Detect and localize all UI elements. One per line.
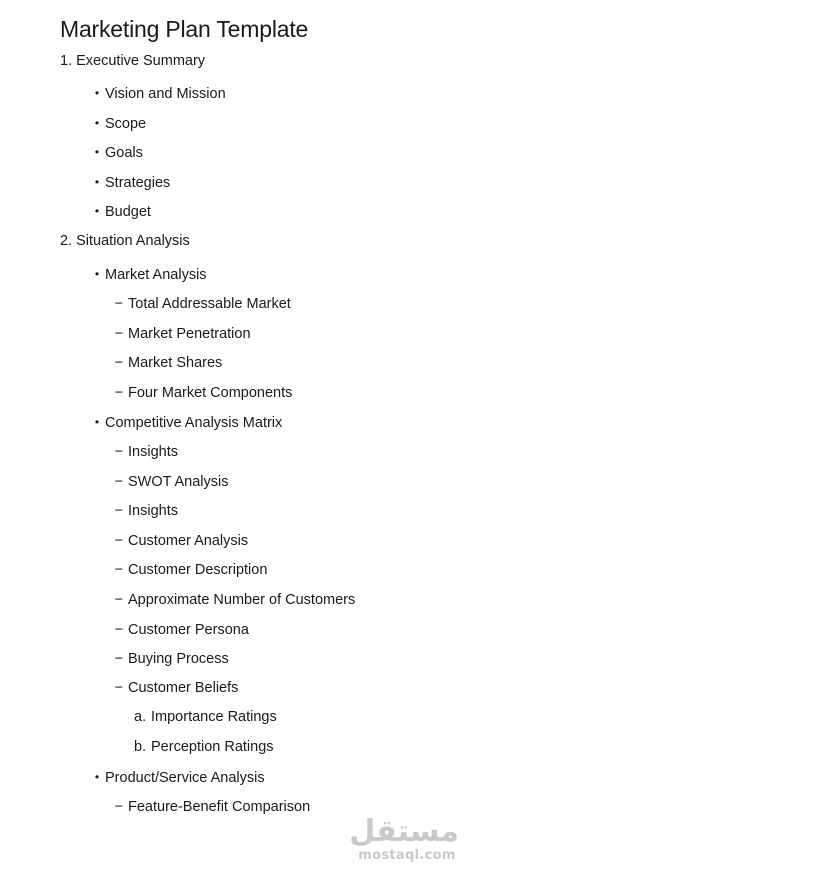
bullet-marker: • — [94, 204, 100, 218]
list-item: − Insights — [114, 503, 178, 519]
list-item: − Market Shares — [114, 355, 223, 371]
list-item: a. Importance Ratings — [134, 709, 277, 725]
watermark — [349, 814, 459, 863]
list-item: − Customer Persona — [114, 622, 249, 638]
alpha-marker: b. — [134, 739, 147, 755]
bullet-marker: • — [94, 770, 100, 784]
dash-marker: − — [114, 533, 124, 549]
bullet-marker: • — [94, 116, 100, 130]
list-item: − Four Market Components — [114, 385, 293, 401]
watermark-latin: mostaql.com — [358, 848, 456, 863]
list-item: − Buying Process — [114, 651, 229, 667]
list-item: • Budget — [92, 201, 151, 222]
list-item: − Insights — [114, 444, 178, 460]
section-heading-situation-analysis: 2. Situation Analysis — [60, 233, 190, 249]
list-item: b. Perception Ratings — [134, 739, 274, 755]
dash-marker: − — [114, 799, 124, 815]
list-item: • Strategies — [92, 172, 170, 193]
dash-marker: − — [114, 355, 124, 371]
list-item: − Feature-Benefit Comparison — [114, 799, 311, 815]
dash-marker: − — [114, 444, 124, 460]
dash-marker: − — [114, 296, 124, 312]
dash-marker: − — [114, 385, 124, 401]
list-item: − Customer Beliefs — [114, 680, 239, 696]
dash-marker: − — [114, 503, 124, 519]
list-item: − Market Penetration — [114, 326, 251, 342]
list-item: − Approximate Number of Customers — [114, 592, 356, 608]
bullet-marker: • — [94, 267, 100, 281]
list-item: • Market Analysis — [92, 264, 207, 285]
list-item: − Total Addressable Market — [114, 296, 291, 312]
list-item: • Competitive Analysis Matrix — [92, 412, 282, 433]
bullet-marker: • — [94, 145, 100, 159]
list-item: • Vision and Mission — [92, 83, 226, 104]
list-item: − SWOT Analysis — [114, 474, 229, 490]
dash-marker: − — [114, 592, 124, 608]
bullet-marker: • — [94, 86, 100, 100]
dash-marker: − — [114, 562, 124, 578]
bullet-marker: • — [94, 175, 100, 189]
list-item: • Goals — [92, 142, 143, 163]
list-item: − Customer Analysis — [114, 533, 249, 549]
section-heading-executive-summary: 1. Executive Summary — [60, 53, 206, 69]
watermark-arabic: مستقل — [349, 814, 459, 849]
page-title: Marketing Plan Template — [60, 16, 309, 42]
document — [60, 14, 760, 44]
list-item: • Product/Service Analysis — [92, 767, 265, 788]
dash-marker: − — [114, 326, 124, 342]
dash-marker: − — [114, 680, 124, 696]
list-item: • Scope — [92, 113, 146, 134]
alpha-marker: a. — [134, 709, 147, 725]
bullet-marker: • — [94, 415, 100, 429]
dash-marker: − — [114, 474, 124, 490]
dash-marker: − — [114, 622, 124, 638]
dash-marker: − — [114, 651, 124, 667]
list-item: − Customer Description — [114, 562, 268, 578]
